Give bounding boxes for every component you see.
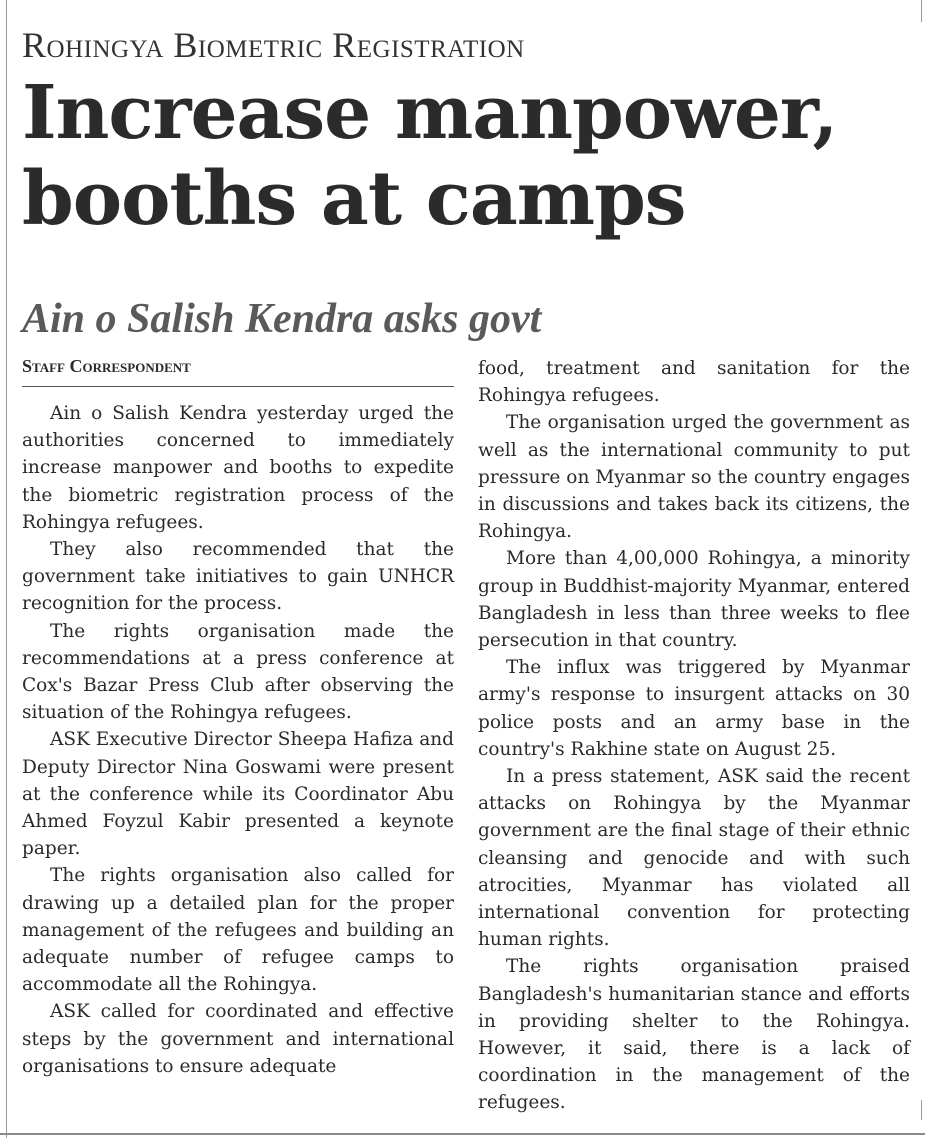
article-column-left (22, 400, 454, 1080)
article-subhead: Ain o Salish Kendra asks govt (22, 296, 542, 342)
article-headline: Increase manpower, booths at camps (22, 70, 838, 242)
article-column-right (478, 355, 910, 1117)
paragraph: The influx was triggered by Myanmar army's response to insurgent attacks on 30 police posts and an army base in the country's Rakhine state on August 25. (478, 657, 910, 760)
paragraph: ASK Executive Director Sheepa Hafiza and Deputy Director Nina Goswami were present at the conference while its Coordinator Abu Ahmed Foyzul Kabir presented a keynote paper. (22, 729, 454, 860)
paragraph: Ain o Salish Kendra yesterday urged the authorities concerned to immediately increase manpower and booths to expedite the biometric registration process of the Rohingya refugees. (22, 403, 454, 533)
paragraph: The rights organisation praised Bangladesh's humanitarian stance and efforts in providing shelter to the Rohingya. However, it said, there is a lack of coordination in the management of the refugees. (478, 956, 910, 1114)
paragraph: They also recommended that the government take initiatives to gain UNHCR recognition for the process. (22, 539, 454, 615)
article-byline: Staff Correspondent (22, 356, 191, 376)
left-column-rule (6, 0, 7, 1138)
article-kicker: Rohingya Biometric Registration (22, 25, 525, 65)
paragraph: food, treatment and sanitation for the Rohingya refugees. (478, 358, 910, 407)
top-right-rule (921, 0, 922, 22)
paragraph: More than 4,00,000 Rohingya, a minority group in Buddhist-majority Myanmar, entered Bangladesh in less than three weeks to flee persecution in that country. (478, 548, 910, 652)
bottom-right-rule (921, 1100, 922, 1120)
byline-rule (22, 386, 454, 387)
paragraph: The rights organisation also called for drawing up a detailed plan for the proper management of the refugees and building an adequate number of refugee camps to accommodate all the Rohingya. (22, 865, 454, 996)
bottom-rule (0, 1133, 925, 1135)
paragraph: ASK called for coordinated and effective steps by the government and international organisations to ensure adequate (22, 1001, 454, 1077)
paragraph: The organisation urged the government as well as the international community to put pressure on Myanmar so the country engages in discussions and takes back its citizens, the Rohingya. (478, 412, 910, 543)
paragraph: The rights organisation made the recommendations at a press conference at Cox's Bazar Press Club after observing the situation of the Rohingya refugees. (22, 620, 454, 724)
paragraph: In a press statement, ASK said the recent attacks on Rohingya by the Myanmar government are the final stage of their ethnic cleansing and genocide and with such atrocities, Myanmar has violated all international convention for protecting human rights. (478, 766, 910, 951)
